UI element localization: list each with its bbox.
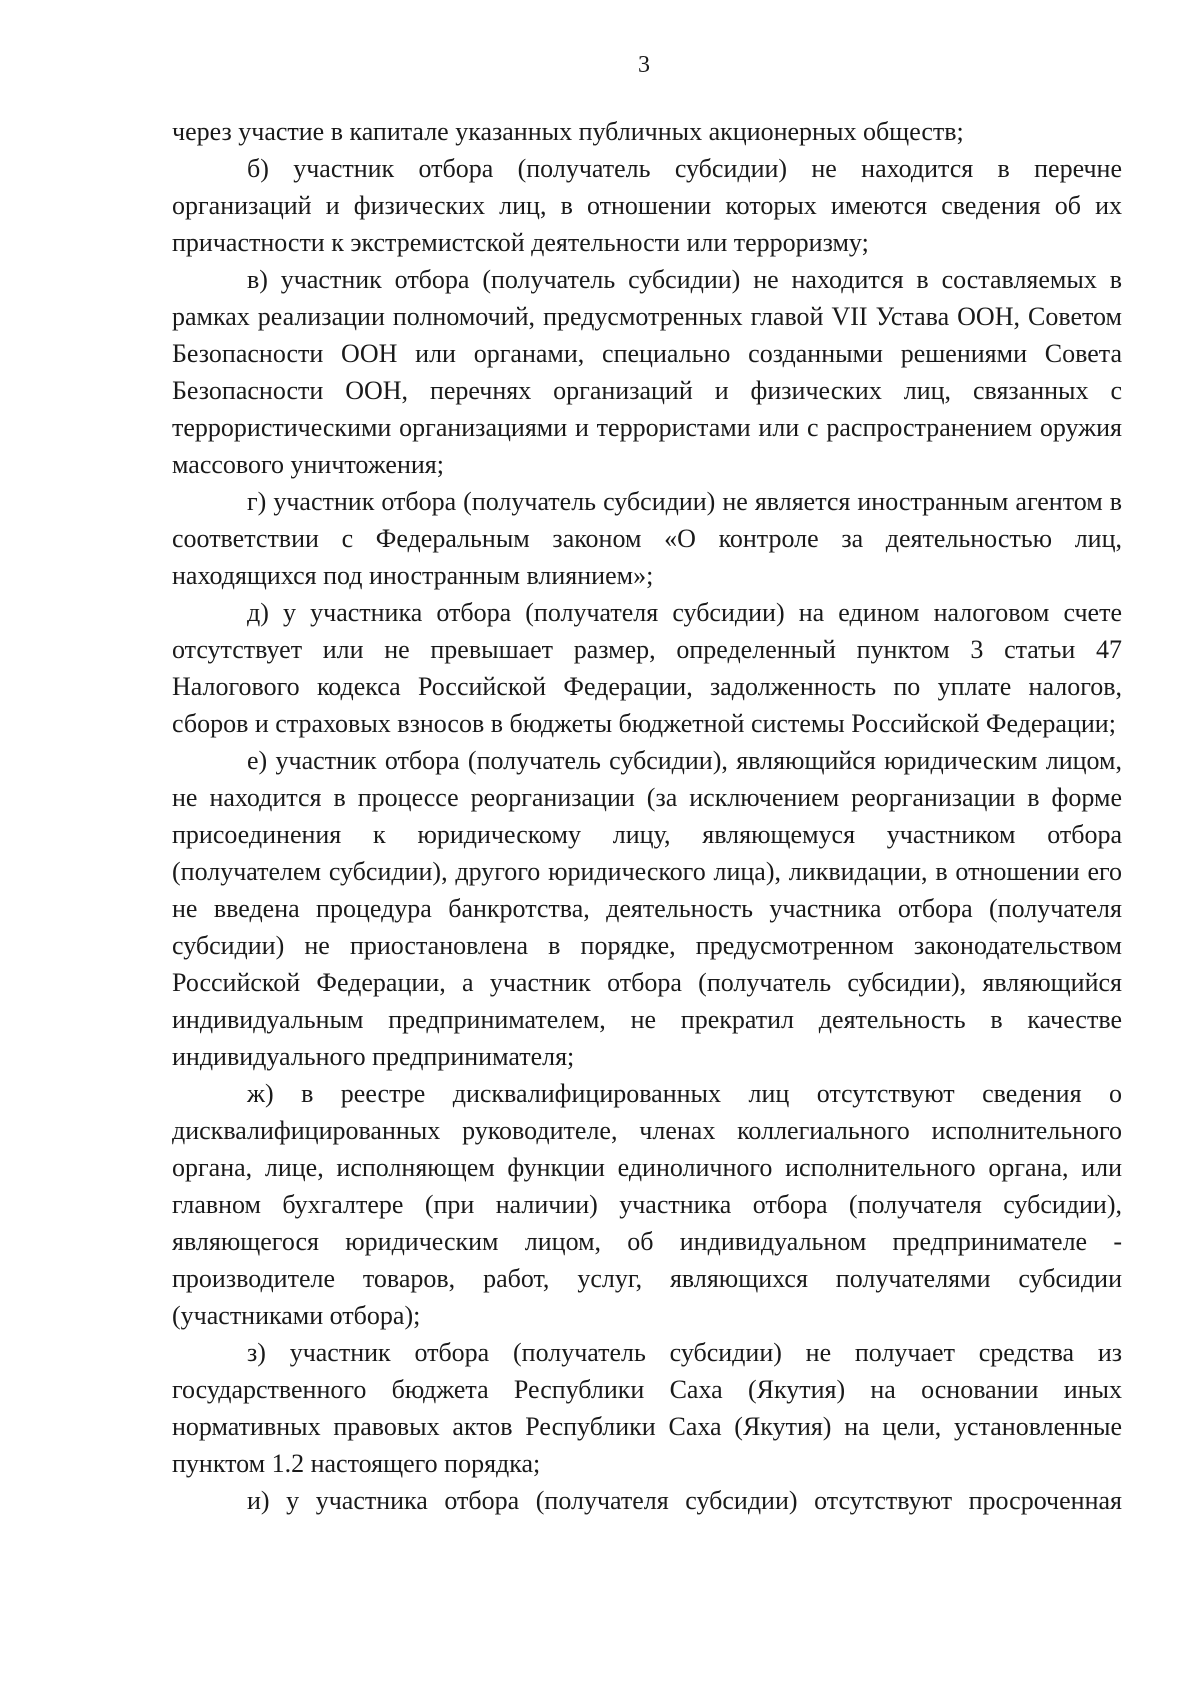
paragraph-item-z: з) участник отбора (получатель субсидии) не получает средства из государственного бюджета Республики Саха (Якутия) на основании иных нормативных правовых актов Республики Саха (Якутия) на цели, установленные пунктом 1.2 настоящего порядка; <box>172 1338 1122 1478</box>
page-number: 3 <box>638 52 650 78</box>
paragraph-item-v: в) участник отбора (получатель субсидии) не находится в составляемых в рамках реализации полномочий, предусмотренных главой VII Устава ООН, Советом Безопасности ООН или органами, специально созданными решениями Совета Безопасности ООН, перечнях организаций и физических лиц, связанных с террористическими организациями и террористами или с распространением оружия массового уничтожения; <box>172 265 1122 479</box>
paragraph-item-e: е) участник отбора (получатель субсидии), являющийся юридическим лицом, не находится в процессе реорганизации (за исключением реорганизации в форме присоединения к юридическому лицу, являющемуся участником отбора (получателем субсидии), другого юридического лица), ликвидации, в отношении его не введена процедура банкротства, деятельность участника отбора (получателя субсидии) не приостановлена в порядке, предусмотренном законодательством Российской Федерации, а участник отбора (получатель субсидии), являющийся индивидуальным предпринимателем, не прекратил деятельность в качестве индивидуального предпринимателя; <box>172 746 1122 1071</box>
paragraph-item-zh: ж) в реестре дисквалифицированных лиц отсутствуют сведения о дисквалифицированных руководителе, членах коллегиального исполнительного органа, лице, исполняющем функции единоличного исполнительного органа, или главном бухгалтере (при наличии) участника отбора (получателя субсидии), являющегося юридическим лицом, об индивидуальном предпринимателе - производителе товаров, работ, услуг, являющихся получателями субсидии (участниками отбора); <box>172 1079 1122 1330</box>
document-body <box>172 113 1122 1519</box>
paragraph-item-i: и) у участника отбора (получателя субсидии) отсутствуют просроченная <box>247 1486 1122 1515</box>
paragraph-continuation: через участие в капитале указанных публичных акционерных обществ; <box>172 117 964 146</box>
paragraph-item-g: г) участник отбора (получатель субсидии) не является иностранным агентом в соответствии с Федеральным законом «О контроле за деятельностью лиц, находящихся под иностранным влиянием»; <box>172 487 1122 590</box>
paragraph-item-d: д) у участника отбора (получателя субсидии) на едином налоговом счете отсутствует или не превышает размер, определенный пунктом 3 статьи 47 Налогового кодекса Российской Федерации, задолженность по уплате налогов, сборов и страховых взносов в бюджеты бюджетной системы Российской Федерации; <box>172 598 1122 738</box>
paragraph-item-b: б) участник отбора (получатель субсидии) не находится в перечне организаций и физических лиц, в отношении которых имеются сведения об их причастности к экстремистской деятельности или терроризму; <box>172 154 1122 257</box>
